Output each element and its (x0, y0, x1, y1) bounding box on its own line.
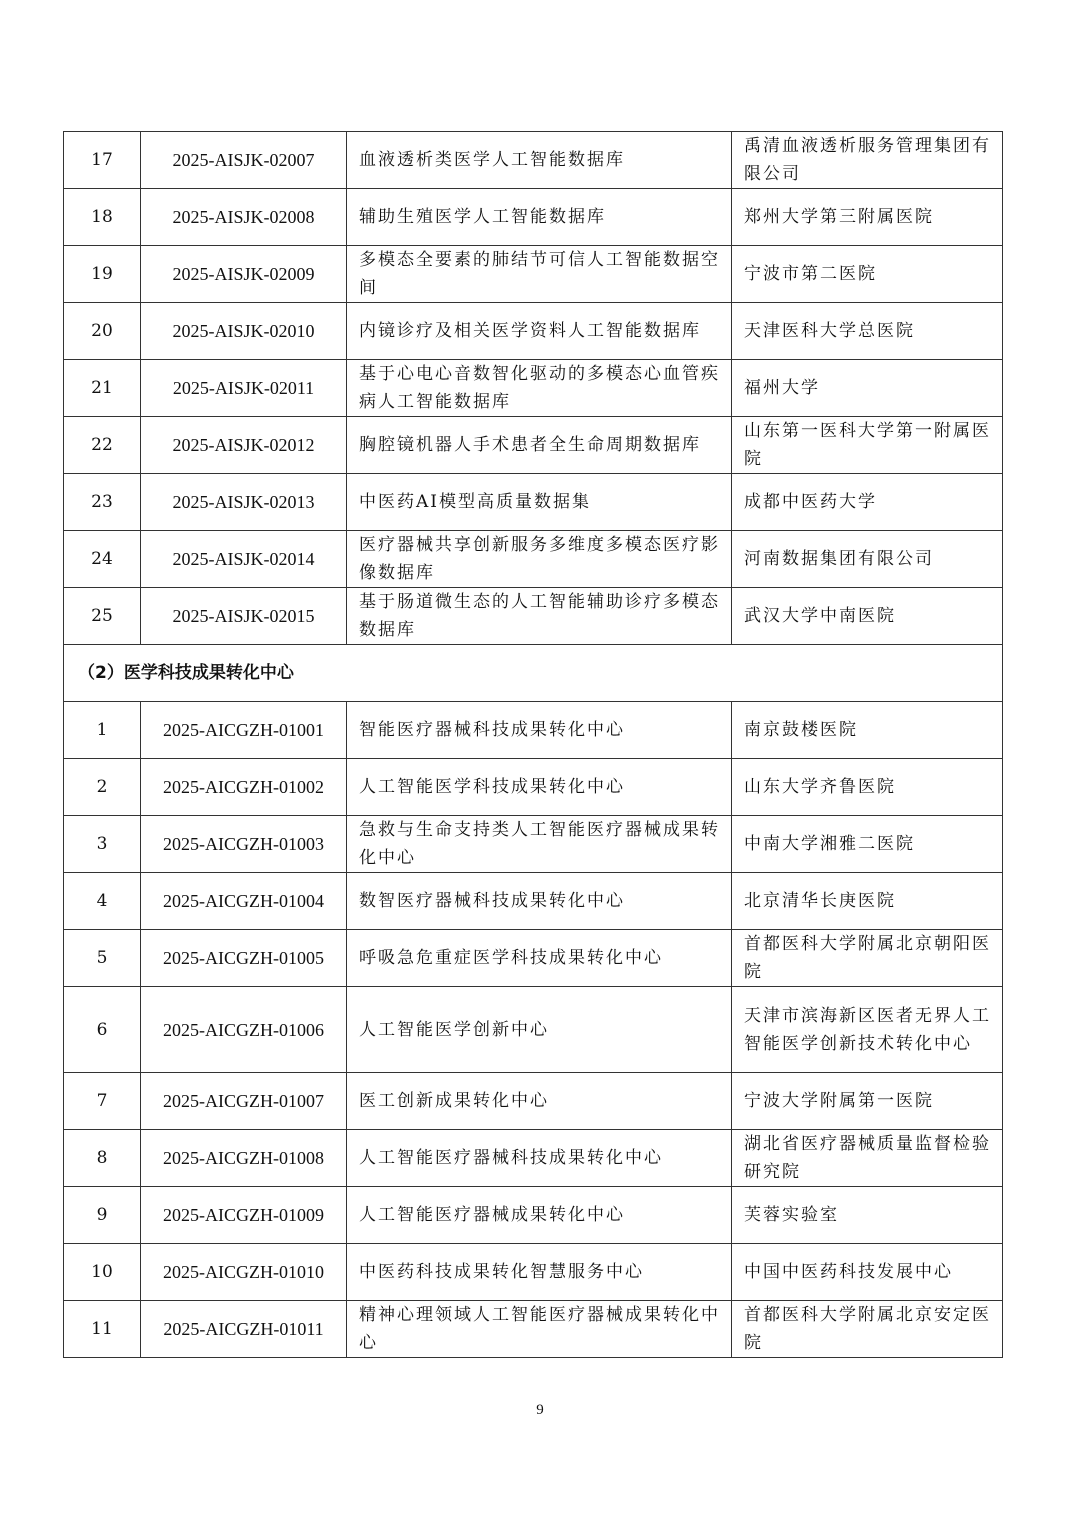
project-name: 人工智能医疗器械成果转化中心 (347, 1187, 732, 1244)
row-number: 1 (64, 702, 141, 759)
table-row (64, 1130, 1003, 1187)
organization-name: 成都中医药大学 (732, 474, 1003, 531)
project-code: 2025-AICGZH-01011 (141, 1301, 347, 1358)
row-number: 4 (64, 873, 141, 930)
project-code: 2025-AICGZH-01009 (141, 1187, 347, 1244)
organization-name: 禹清血液透析服务管理集团有限公司 (732, 132, 1003, 189)
table-row (64, 1301, 1003, 1358)
organization-name: 北京清华长庚医院 (732, 873, 1003, 930)
table-row (64, 816, 1003, 873)
table-row (64, 417, 1003, 474)
project-code: 2025-AICGZH-01001 (141, 702, 347, 759)
organization-name: 首都医科大学附属北京安定医院 (732, 1301, 1003, 1358)
row-number: 7 (64, 1073, 141, 1130)
row-number: 3 (64, 816, 141, 873)
project-name: 胸腔镜机器人手术患者全生命周期数据库 (347, 417, 732, 474)
table-row (64, 474, 1003, 531)
organization-name: 河南数据集团有限公司 (732, 531, 1003, 588)
organization-name: 中国中医药科技发展中心 (732, 1244, 1003, 1301)
section-title: （2）医学科技成果转化中心 (64, 645, 1003, 702)
project-code: 2025-AISJK-02011 (141, 360, 347, 417)
project-table (63, 131, 1003, 1358)
table-row (64, 531, 1003, 588)
page-number: 9 (536, 1402, 544, 1418)
project-name: 人工智能医学创新中心 (347, 987, 732, 1073)
project-name: 医工创新成果转化中心 (347, 1073, 732, 1130)
project-name: 辅助生殖医学人工智能数据库 (347, 189, 732, 246)
project-code: 2025-AISJK-02008 (141, 189, 347, 246)
project-code: 2025-AISJK-02007 (141, 132, 347, 189)
project-code: 2025-AICGZH-01005 (141, 930, 347, 987)
organization-name: 南京鼓楼医院 (732, 702, 1003, 759)
project-name: 内镜诊疗及相关医学资料人工智能数据库 (347, 303, 732, 360)
organization-name: 天津市滨海新区医者无界人工智能医学创新技术转化中心 (732, 987, 1003, 1073)
project-name: 基于肠道微生态的人工智能辅助诊疗多模态数据库 (347, 588, 732, 645)
project-code: 2025-AICGZH-01006 (141, 987, 347, 1073)
project-code: 2025-AISJK-02012 (141, 417, 347, 474)
project-name: 中医药科技成果转化智慧服务中心 (347, 1244, 732, 1301)
project-code: 2025-AICGZH-01008 (141, 1130, 347, 1187)
project-name: 呼吸急危重症医学科技成果转化中心 (347, 930, 732, 987)
project-code: 2025-AISJK-02015 (141, 588, 347, 645)
row-number: 19 (64, 246, 141, 303)
table-row (64, 1244, 1003, 1301)
project-code: 2025-AICGZH-01004 (141, 873, 347, 930)
row-number: 2 (64, 759, 141, 816)
row-number: 11 (64, 1301, 141, 1358)
table-row (64, 873, 1003, 930)
organization-name: 宁波大学附属第一医院 (732, 1073, 1003, 1130)
project-code: 2025-AISJK-02013 (141, 474, 347, 531)
project-code: 2025-AICGZH-01002 (141, 759, 347, 816)
organization-name: 山东大学齐鲁医院 (732, 759, 1003, 816)
organization-name: 中南大学湘雅二医院 (732, 816, 1003, 873)
project-name: 血液透析类医学人工智能数据库 (347, 132, 732, 189)
row-number: 25 (64, 588, 141, 645)
table-row (64, 759, 1003, 816)
table-row (64, 360, 1003, 417)
project-name: 智能医疗器械科技成果转化中心 (347, 702, 732, 759)
organization-name: 郑州大学第三附属医院 (732, 189, 1003, 246)
row-number: 20 (64, 303, 141, 360)
project-name: 数智医疗器械科技成果转化中心 (347, 873, 732, 930)
project-code: 2025-AISJK-02009 (141, 246, 347, 303)
project-name: 中医药AI模型高质量数据集 (347, 474, 732, 531)
project-name: 急救与生命支持类人工智能医疗器械成果转化中心 (347, 816, 732, 873)
organization-name: 湖北省医疗器械质量监督检验研究院 (732, 1130, 1003, 1187)
organization-name: 山东第一医科大学第一附属医院 (732, 417, 1003, 474)
table-row (64, 702, 1003, 759)
project-name: 基于心电心音数智化驱动的多模态心血管疾病人工智能数据库 (347, 360, 732, 417)
row-number: 10 (64, 1244, 141, 1301)
project-code: 2025-AICGZH-01003 (141, 816, 347, 873)
row-number: 18 (64, 189, 141, 246)
project-code: 2025-AISJK-02010 (141, 303, 347, 360)
organization-name: 芙蓉实验室 (732, 1187, 1003, 1244)
organization-name: 宁波市第二医院 (732, 246, 1003, 303)
table-row (64, 930, 1003, 987)
table-row (64, 246, 1003, 303)
organization-name: 武汉大学中南医院 (732, 588, 1003, 645)
row-number: 23 (64, 474, 141, 531)
project-code: 2025-AICGZH-01007 (141, 1073, 347, 1130)
table-row (64, 1073, 1003, 1130)
row-number: 17 (64, 132, 141, 189)
table-row (64, 1187, 1003, 1244)
organization-name: 首都医科大学附属北京朝阳医院 (732, 930, 1003, 987)
row-number: 8 (64, 1130, 141, 1187)
project-name: 人工智能医学科技成果转化中心 (347, 759, 732, 816)
row-number: 9 (64, 1187, 141, 1244)
project-name: 精神心理领域人工智能医疗器械成果转化中心 (347, 1301, 732, 1358)
row-number: 5 (64, 930, 141, 987)
table-row (64, 189, 1003, 246)
row-number: 21 (64, 360, 141, 417)
project-code: 2025-AISJK-02014 (141, 531, 347, 588)
table-row (64, 588, 1003, 645)
table-row (64, 132, 1003, 189)
organization-name: 福州大学 (732, 360, 1003, 417)
table-row (64, 987, 1003, 1073)
section-header-row (64, 645, 1003, 702)
project-code: 2025-AICGZH-01010 (141, 1244, 347, 1301)
row-number: 6 (64, 987, 141, 1073)
row-number: 22 (64, 417, 141, 474)
project-name: 多模态全要素的肺结节可信人工智能数据空间 (347, 246, 732, 303)
project-name: 人工智能医疗器械科技成果转化中心 (347, 1130, 732, 1187)
project-name: 医疗器械共享创新服务多维度多模态医疗影像数据库 (347, 531, 732, 588)
organization-name: 天津医科大学总医院 (732, 303, 1003, 360)
table-body (64, 132, 1003, 1358)
table-row (64, 303, 1003, 360)
row-number: 24 (64, 531, 141, 588)
